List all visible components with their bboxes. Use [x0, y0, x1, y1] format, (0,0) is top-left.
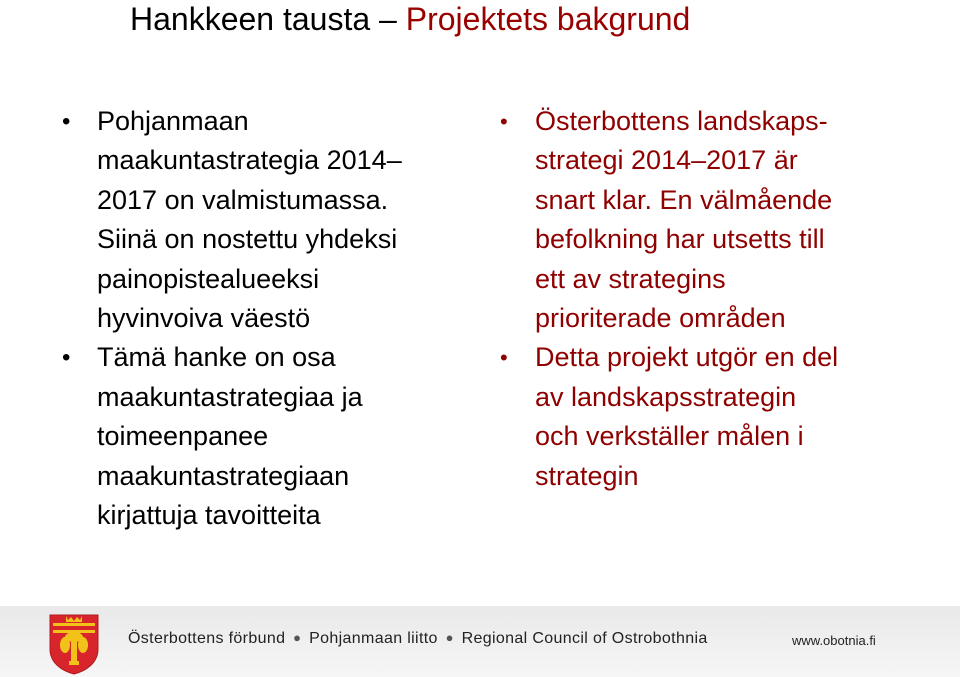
slide-title [130, 0, 950, 38]
bullet-line: prioriterade områden [535, 303, 786, 334]
footer-organization-names [128, 630, 708, 648]
finnish-bullet-2 [62, 338, 462, 535]
finnish-bullet-1 [62, 102, 462, 338]
footer-website-url[interactable]: www.obotnia.fi [792, 633, 876, 648]
bullet-line: painopistealueeksi [97, 263, 320, 294]
bullet-line: 2017 on valmistumassa. [97, 184, 389, 215]
swedish-bullet-1 [500, 102, 920, 338]
title-finnish: Hankkeen tausta [130, 1, 371, 37]
swedish-bullet-2 [500, 338, 920, 496]
bullet-line: och verkställer målen i [535, 421, 804, 452]
bullet-line: maakuntastrategiaan [97, 460, 350, 491]
bullet-line: befolkning har utsetts till [535, 224, 825, 255]
bullet-line: Österbottens landskaps- [535, 106, 828, 136]
footer-org-english: Regional Council of Ostrobothnia [461, 630, 708, 647]
bullet-dot-icon: • [500, 109, 508, 134]
footer-bar [0, 606, 960, 677]
swedish-column [500, 102, 920, 496]
bullet-line: strategin [535, 460, 639, 491]
title-swedish: Projektets bakgrund [405, 1, 691, 37]
bullet-line: Tämä hanke on osa [97, 342, 336, 373]
bullet-line: Pohjanmaan [97, 106, 249, 136]
bullet-line: Siinä on nostettu yhdeksi [97, 224, 398, 255]
bullet-dot-icon: • [62, 108, 71, 135]
bullet-line: ett av strategins [535, 263, 726, 294]
footer-org-swedish: Österbottens förbund [128, 630, 286, 647]
footer-org-finnish: Pohjanmaan liitto [309, 630, 438, 647]
bullet-line: maakuntastrategiaa ja [97, 381, 363, 412]
finnish-column [62, 102, 462, 535]
bullet-dot-icon: • [500, 345, 508, 371]
bullet-line: maakuntastrategia 2014– [97, 145, 402, 176]
bullet-line: snart klar. En välmående [535, 184, 833, 215]
title-separator: – [379, 1, 397, 37]
ostrobothnia-coat-of-arms-icon [48, 613, 100, 675]
bullet-dot-icon: • [62, 344, 71, 372]
bullet-line: av landskapsstrategin [535, 381, 797, 412]
bullet-line: hyvinvoiva väestö [97, 303, 311, 334]
bullet-line: strategi 2014–2017 är [535, 145, 798, 176]
footer-separator-icon: ● [293, 630, 302, 645]
bullet-line: Detta projekt utgör en del [535, 342, 839, 373]
bullet-line: kirjattuja tavoitteita [97, 500, 321, 531]
footer-separator-icon: ● [445, 630, 454, 645]
bullet-line: toimeenpanee [97, 421, 269, 452]
